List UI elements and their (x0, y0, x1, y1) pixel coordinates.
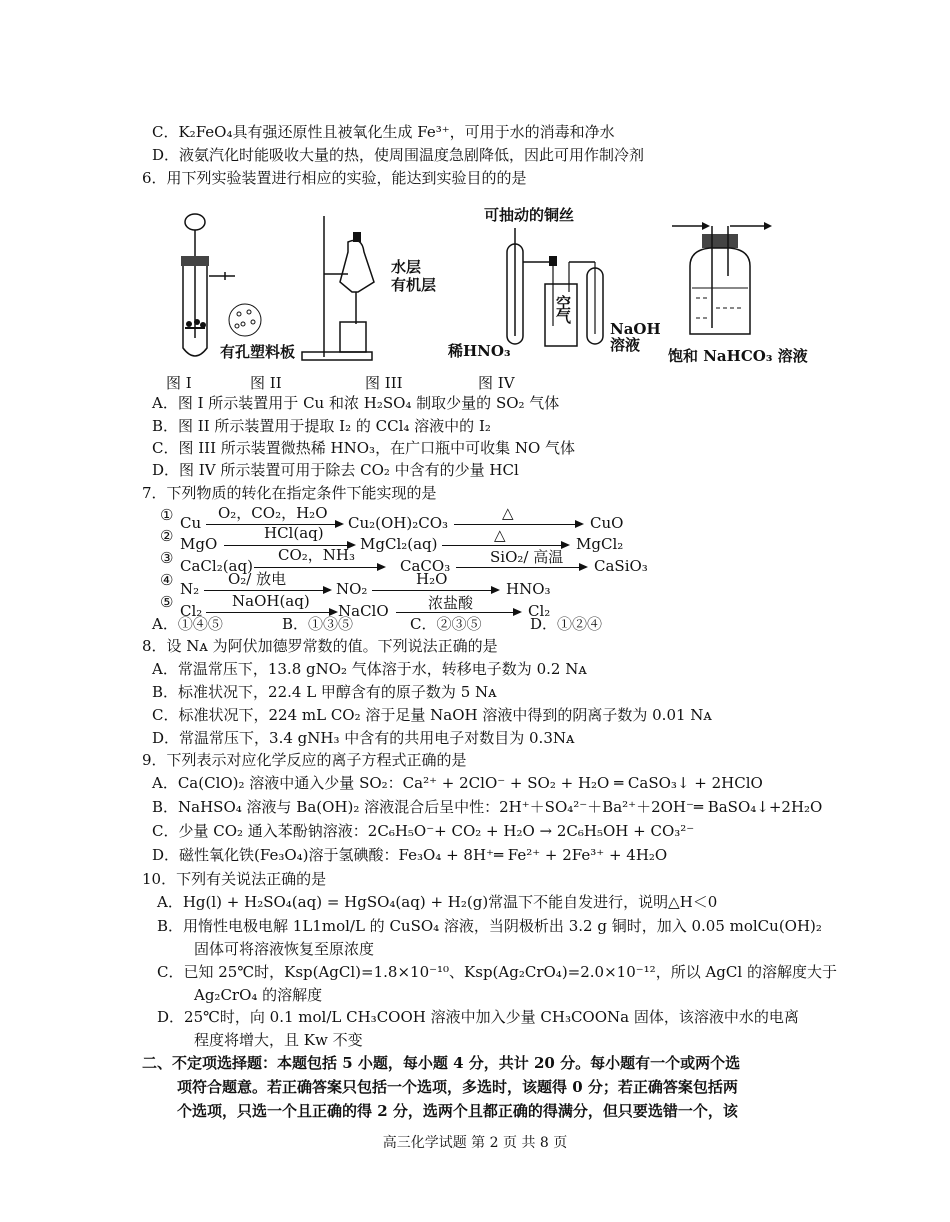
caption-figure-3: 图 III (365, 374, 403, 392)
reaction-5-condition-1: NaOH(aq) (232, 592, 310, 610)
q7-option-b: B．①③⑤ (282, 615, 354, 633)
reaction-5-number: ⑤ (160, 593, 174, 611)
reaction-4-arrow-2 (372, 590, 498, 591)
reaction-5-condition-2: 浓盐酸 (428, 594, 474, 612)
q10-stem: 10．下列有关说法正确的是 (142, 870, 327, 888)
caption-figure-1: 图 I (166, 374, 192, 392)
reaction-1-reactant: Cu (180, 514, 202, 532)
q8-option-c: C．标准状况下，224 mL CO₂ 溶于足量 NaOH 溶液中得到的阴离子数为 0.01 Nᴀ (152, 706, 712, 724)
reaction-4-condition-2: H₂O (416, 570, 448, 588)
q10-option-d-line2: 程度将增大，且 Kw 不变 (194, 1031, 363, 1049)
caption-figure-2: 图 II (250, 374, 282, 392)
q6-stem: 6．用下列实验装置进行相应的实验，能达到实验目的的是 (142, 169, 527, 187)
reaction-2-number: ② (160, 527, 174, 545)
q8-option-d: D．常温常压下，3.4 gNH₃ 中含有的共用电子对数目为 0.3Nᴀ (152, 729, 575, 747)
section-2-heading-line1: 二、不定项选择题：本题包括 5 小题，每小题 4 分，共计 20 分。每小题有一个或两个选 (142, 1054, 741, 1072)
reaction-4-number: ④ (160, 571, 174, 589)
q8-option-b: B．标准状况下，22.4 L 甲醇含有的原子数为 5 Nᴀ (152, 683, 497, 701)
q8-stem: 8．设 Nᴀ 为阿伏加德罗常数的值。下列说法正确的是 (142, 637, 498, 655)
reaction-3-product: CaSiO₃ (594, 557, 648, 575)
figure-3-naoh-label: NaOH (610, 320, 661, 338)
reaction-3-condition-1: CO₂，NH₃ (278, 546, 356, 564)
figure-3-solution-label: 溶液 (610, 336, 641, 354)
q10-option-c-line1: C．已知 25℃时，Ksp(AgCl)=1.8×10⁻¹⁰、Ksp(Ag₂CrO₄)=2.0×10⁻¹²，所以 AgCl 的溶解度大于 (157, 963, 837, 981)
q9-option-a: A．Ca(ClO)₂ 溶液中通入少量 SO₂：Ca²⁺ + 2ClO⁻ + SO₂ + H₂O ═ CaSO₃↓ + 2HClO (152, 774, 763, 792)
q10-option-b-line2: 固体可将溶液恢复至原浓度 (194, 940, 375, 958)
q8-option-a: A．常温常压下，13.8 gNO₂ 气体溶于水，转移电子数为 0.2 Nᴀ (152, 660, 587, 678)
caption-figure-4: 图 IV (478, 374, 515, 392)
reaction-2-product: MgCl₂ (576, 535, 624, 553)
section-2-heading-line3: 个选项，只选一个且正确的得 2 分，选两个且都正确的得满分，但只要选错一个，该 (177, 1102, 738, 1120)
q9-option-b: B．NaHSO₄ 溶液与 Ba(OH)₂ 溶液混合后呈中性：2H⁺＋SO₄²⁻＋Ba²⁺＋2OH⁻═ BaSO₄↓+2H₂O (152, 798, 823, 816)
section-2-heading-line2: 项符合题意。若正确答案只包括一个选项，多选时，该题得 0 分；若正确答案包括两 (177, 1078, 738, 1096)
reaction-1-arrow-2 (454, 524, 582, 525)
reaction-4-intermediate: NO₂ (336, 580, 368, 598)
reaction-5-intermediate: NaClO (338, 602, 389, 620)
q7-option-a: A．①④⑤ (152, 615, 223, 633)
q10-option-c-line2: Ag₂CrO₄ 的溶解度 (194, 986, 323, 1004)
reaction-3-condition-2: SiO₂/ 高温 (490, 548, 564, 566)
reaction-2-arrow-2 (442, 545, 568, 546)
reaction-2-condition-2: △ (494, 526, 506, 544)
q10-option-d-line1: D．25℃时，向 0.1 mol/L CH₃COOH 溶液中加入少量 CH₃COONa 固体，该溶液中水的电离 (157, 1008, 799, 1026)
reaction-5-arrow-1 (206, 612, 336, 613)
q6-option-b: B．图 II 所示装置用于提取 I₂ 的 CCl₄ 溶液中的 I₂ (152, 417, 491, 435)
reaction-3-arrow-2 (456, 567, 586, 568)
figure-4-nahco3-label: 饱和 NaHCO₃ 溶液 (668, 347, 808, 365)
figure-2-separatory-funnel (300, 212, 390, 362)
q6-option-d: D．图 IV 所示装置可用于除去 CO₂ 中含有的少量 HCl (152, 461, 519, 479)
reaction-1-product: CuO (590, 514, 624, 532)
q10-option-a: A．Hg(l) + H₂SO₄(aq) = HgSO₄(aq) + H₂(g)常温下不能自发进行，说明△H＜0 (157, 893, 718, 911)
q7-option-d: D．①②④ (530, 615, 603, 633)
q6-option-c: C．图 III 所示装置微热稀 HNO₃，在广口瓶中可收集 NO 气体 (152, 439, 576, 457)
reaction-1-intermediate: Cu₂(OH)₂CO₃ (348, 514, 449, 532)
q5-option-c: C．K₂FeO₄具有强还原性且被氧化生成 Fe³⁺，可用于水的消毒和净水 (152, 123, 615, 141)
q9-option-d: D．磁性氧化铁(Fe₃O₄)溶于氢碘酸：Fe₃O₄ + 8H⁺═ Fe²⁺ + 2Fe³⁺ + 4H₂O (152, 846, 668, 864)
q7-stem: 7．下列物质的转化在指定条件下能实现的是 (142, 484, 437, 502)
reaction-4-condition-1: O₂/ 放电 (228, 570, 287, 588)
reaction-1-condition-2: △ (502, 504, 514, 522)
figure-3-hno3-label: 稀HNO₃ (448, 342, 511, 360)
reaction-2-intermediate: MgCl₂(aq) (360, 535, 438, 553)
reaction-4-reactant: N₂ (180, 580, 200, 598)
figure-2-organic-label: 有机层 (391, 276, 437, 294)
q5-option-d: D．液氨汽化时能吸收大量的热，使周围温度急剧降低，因此可用作制冷剂 (152, 146, 645, 164)
page-footer: 高三化学试题 第 2 页 共 8 页 (382, 1135, 568, 1151)
q10-option-b-line1: B．用惰性电极电解 1L1mol/L 的 CuSO₄ 溶液，当阴极析出 3.2 g 铜时，加入 0.05 molCu(OH)₂ (157, 917, 822, 935)
reaction-3-arrow-1 (254, 567, 384, 568)
reaction-3-reactant: CaCl₂(aq) (180, 557, 253, 575)
reaction-5-product: Cl₂ (528, 602, 551, 620)
q9-option-c: C．少量 CO₂ 通入苯酚钠溶液：2C₆H₅O⁻+ CO₂ + H₂O → 2C₆H₅OH + CO₃²⁻ (152, 822, 695, 840)
q9-stem: 9．下列表示对应化学反应的离子方程式正确的是 (142, 751, 467, 769)
figure-3-copper-wire-label: 可抽动的铜丝 (484, 206, 575, 224)
reaction-2-reactant: MgO (180, 535, 218, 553)
reaction-4-arrow-1 (204, 590, 330, 591)
reaction-5-arrow-2 (396, 612, 520, 613)
reaction-1-condition-1: O₂，CO₂，H₂O (218, 504, 328, 522)
figure-2-water-label: 水层 (391, 258, 422, 276)
figure-1-plate-label: 有孔塑料板 (220, 343, 296, 361)
reaction-3-intermediate: CaCO₃ (400, 557, 451, 575)
reaction-2-condition-1: HCl(aq) (264, 524, 324, 542)
reaction-3-number: ③ (160, 549, 174, 567)
q7-option-c: C．②③⑤ (410, 615, 482, 633)
figure-3-air-label: 空气 (556, 294, 572, 326)
reaction-5-reactant: Cl₂ (180, 602, 203, 620)
reaction-4-product: HNO₃ (506, 580, 551, 598)
reaction-1-number: ① (160, 506, 174, 524)
figure-4-gas-washing-bottle (660, 216, 780, 346)
q6-option-a: A．图 I 所示装置用于 Cu 和浓 H₂SO₄ 制取少量的 SO₂ 气体 (152, 394, 560, 412)
